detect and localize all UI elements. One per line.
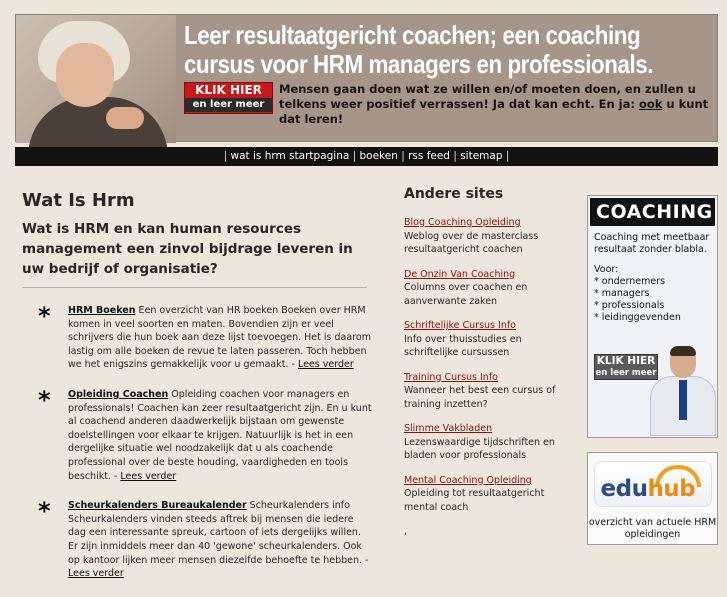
article-title-link[interactable]: Scheurkalenders Bureaukalender [68,500,247,512]
site-description: Columns over coachen en aanverwante zaken [404,282,528,307]
klik-hier-label: KLIK HIER [195,83,262,97]
lees-verder-link[interactable]: Lees verder [297,359,354,371]
tagline-text-2: u kunt dat leren! [279,97,709,126]
article-item-scheurkalenders [22,499,372,581]
portrait-hand [106,107,144,129]
article-item-opleiding-coachen [22,385,372,483]
article-text: Opleiding coachen voor managers en professionals! Coachen kan zeer resultaatgericht zijn. En u kunt al coachend anderen daadwerkelijk bijstaan om gewenste doelstellingen voor elkaar te krijgen. Natuurlijk is het in een dergelijke situatie wel noodzakelijk dat u als coachende professional over de beste houding, vaardigheden en tools beschikt. - [68,388,372,482]
banner-headline [184,20,654,79]
eduhub-logo-edu: edu [600,476,648,502]
lees-verder-link[interactable]: Lees verder [68,568,124,580]
coaching-ad-klik-button[interactable] [594,354,658,380]
businessman-hair [670,346,696,356]
sidebar-trailing-text: , [404,526,408,537]
header-banner [15,14,718,142]
site-description: Info over thuisstudies en schriftelijke cursussen [404,333,522,358]
coaching-ad-line: Coaching met meetbaar resultaat zonder blabla. [594,232,710,255]
eduhub-logo-hub: hub [647,476,696,502]
site-description: Weblog over de masterclass resultaatgericht coachen [404,230,539,255]
site-description: Lezenswaardige tijdschriften en bladen voor professionals [404,436,555,461]
site-link[interactable]: Training Cursus Info [404,371,498,383]
tagline-ook-link[interactable]: ook [638,97,663,111]
site-description: Wanneer het best een cursus of training inzetten? [404,385,556,410]
sidebar-andere-sites [404,186,574,550]
headline-line-1: Leer resultaatgericht coachen; een coaching [184,20,641,50]
eduhub-logo-text [601,476,696,502]
page-title: Wat Is Hrm [22,190,135,211]
coaching-ad-text [588,228,717,328]
portrait-face [56,43,114,107]
site-item [404,268,574,309]
site-item [404,319,574,360]
klik-hier-button[interactable] [184,82,273,114]
site-item [404,474,574,515]
nav-link-startpagina[interactable]: wat is hrm startpagina [230,150,350,162]
coaching-ad-list-item: * leidinggevenden [594,312,681,323]
article-title-link[interactable]: Opleiding Coachen [68,388,169,400]
article-title-link[interactable]: HRM Boeken [68,305,136,316]
nav-link-boeken[interactable]: boeken [359,150,398,162]
main-content [22,190,372,597]
leer-meer-label: en leer meer [595,368,657,378]
eduhub-ad-banner[interactable] [587,452,718,545]
klik-hier-label: KLIK HIER [596,355,656,367]
headline-line-2: cursus voor HRM managers en professionals. [184,49,654,79]
article-text: Scheurkalenders info Scheurkalenders vinden steeds aftrek bij mensen die iedere dag een interessante spreuk, cartoon of iets dergelijks willen. Er zijn inmiddels meer dan 40 'gewone' scheurkalenders. Ook op kantoor lijken meer mensen diezelfde behoefte te hebben. - [68,500,369,566]
site-description: Opleiding tot resultaatgericht mental coach [404,488,545,513]
bullet-star-icon: * [38,302,51,330]
site-item [404,371,574,412]
bullet-star-icon: * [38,497,51,526]
site-item [404,422,574,463]
nav-link-sitemap[interactable]: sitemap [460,150,503,162]
eduhub-caption: overzicht van actuele HRM opleidingen [588,517,717,540]
tagline-text-1: Mensen gaan doen wat ze willen en/of moeten doen, en zullen u telkens weer positief verrassen! Ja dat kan echt. En ja: [279,82,696,111]
article-text: Een overzicht van HR boeken Boeken over HRM komen in veel soorten en maten. Bovendien zijn er veel schrijvers die hun boek aan deze lijst toevoegen. Het is daarom lastig om alle boeken de revue te laten passeren. Toch hebben we het enigszins gemakkelijk voor u gemaakt. - [68,305,371,371]
banner-tagline [279,82,714,127]
coaching-ad-list-item: * professionals [594,300,665,311]
bullet-star-icon: * [38,385,51,414]
coaching-ad-list-item: * ondernemers [594,276,666,287]
site-link[interactable]: Schriftelijke Cursus Info [404,320,516,331]
coaching-ad-list-item: * managers [594,288,650,299]
businessman-image [650,346,716,436]
coaching-ad-voor: Voor: [594,264,619,275]
eduhub-logo [594,461,712,507]
site-link[interactable]: Slimme Vakbladen [404,423,493,434]
top-navigation: | wat is hrm startpagina | boeken | rss feed | sitemap | [15,147,718,166]
site-link[interactable]: Blog Coaching Opleiding [404,217,521,228]
site-item [404,216,574,257]
coach-portrait-image [16,15,176,143]
businessman-tie [679,380,687,420]
page-subtitle: Wat is HRM en kan human resources management een zinvol bijdrage leveren in uw bedrijf of organisatie? [22,219,367,288]
sidebar-title: Andere sites [404,186,504,202]
article-list [22,304,372,581]
coaching-ad-title: COACHING [590,198,715,226]
leer-meer-label: en leer meer [185,98,272,112]
site-link[interactable]: De Onzin Van Coaching [404,268,516,280]
site-link[interactable]: Mental Coaching Opleiding [404,474,532,486]
coaching-ad-banner[interactable] [587,195,718,438]
article-item-hrm-boeken [22,304,372,372]
lees-verder-link[interactable]: Lees verder [120,470,177,482]
nav-link-rss-feed[interactable]: rss feed [408,150,450,162]
